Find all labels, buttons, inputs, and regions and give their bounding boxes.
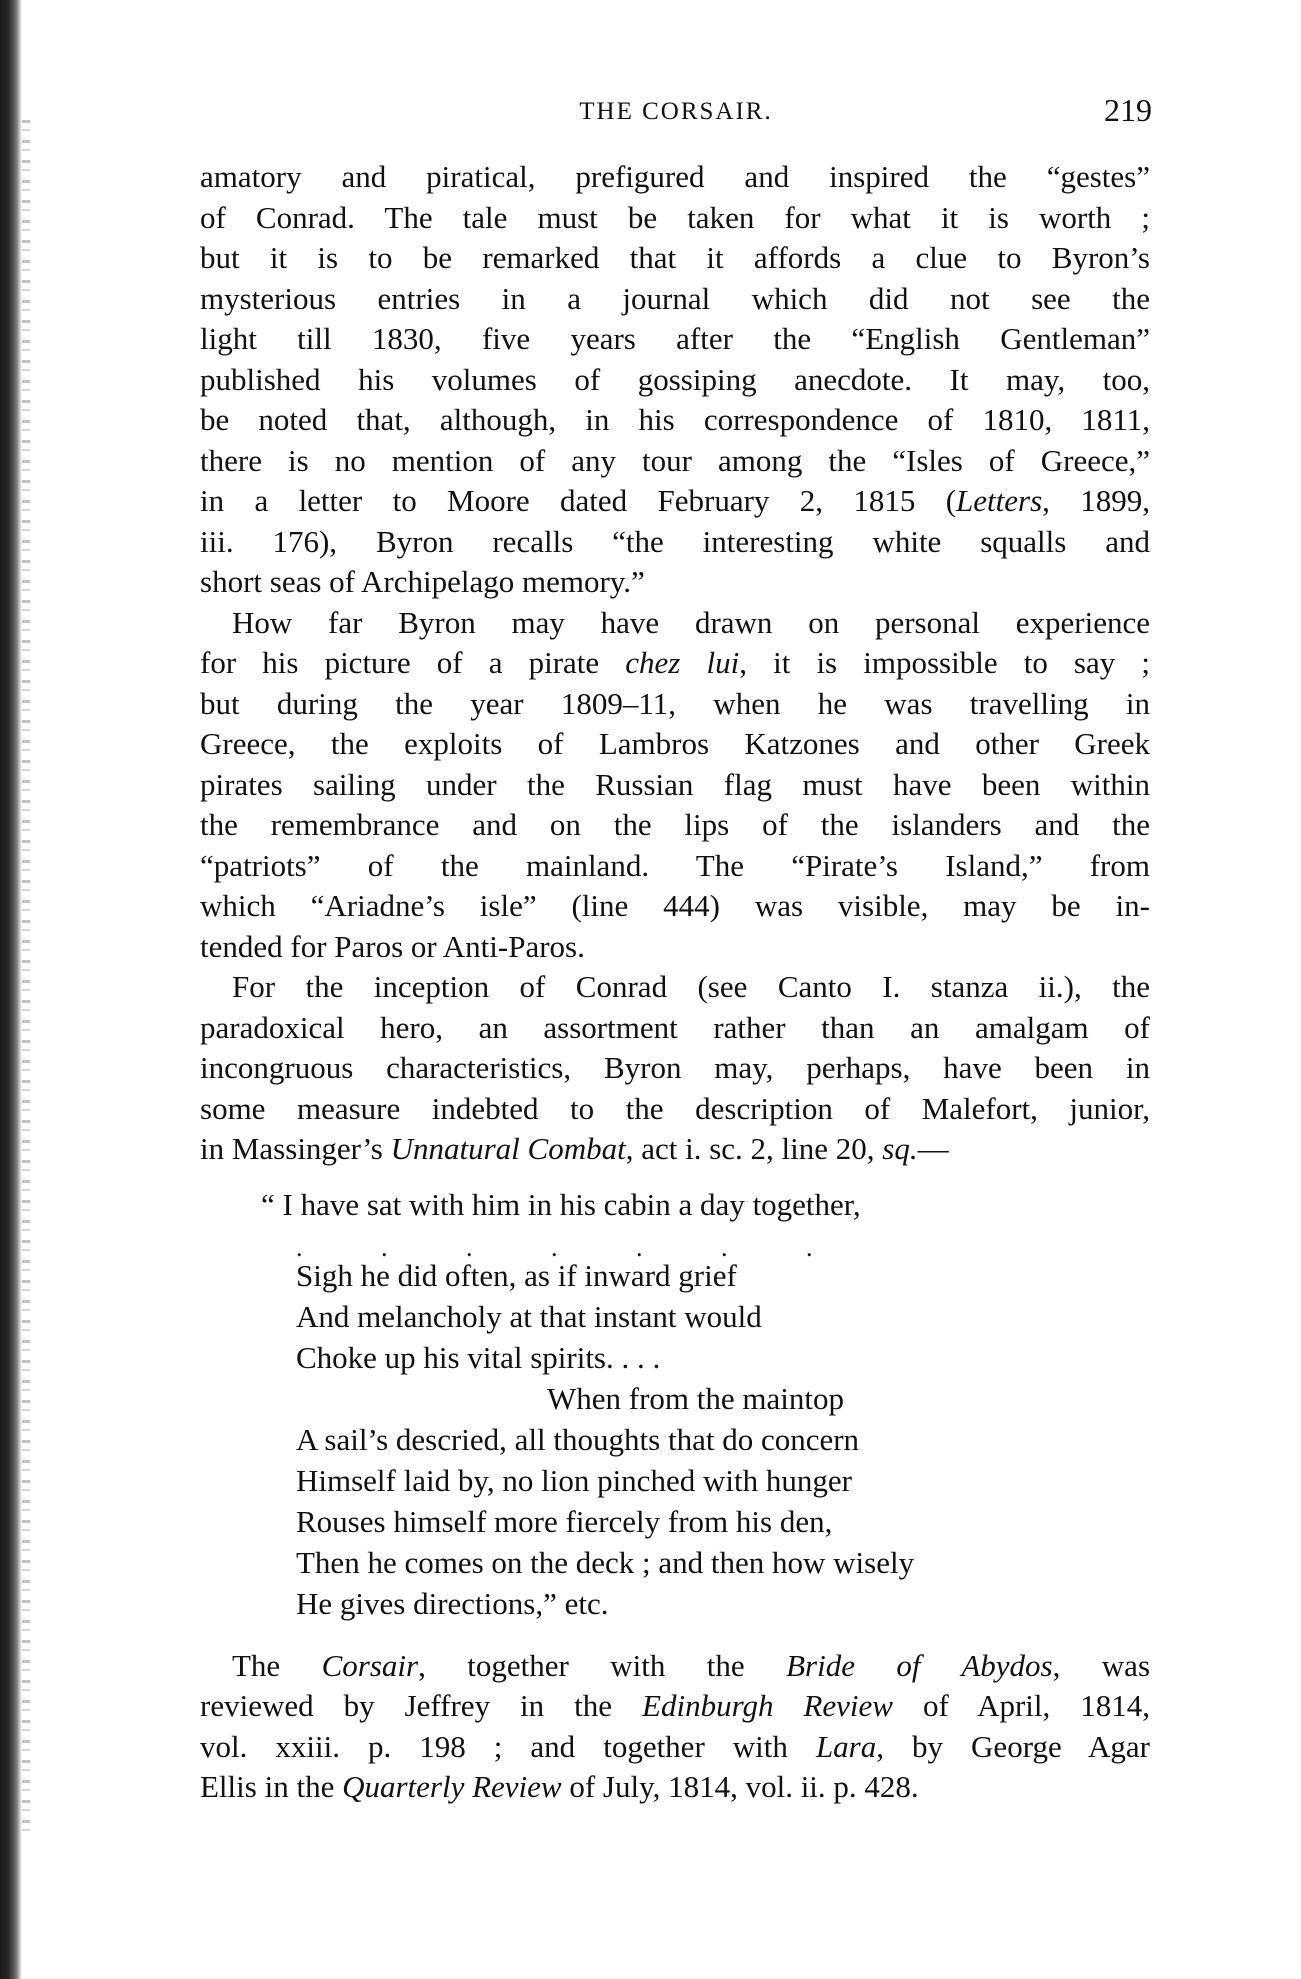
text-line: for his picture of a pirate chez lui, it is impossible to say ; xyxy=(200,645,1150,680)
text-line: Greece, the exploits of Lambros Katzones and other Greek xyxy=(200,726,1150,761)
text-line: “patriots” of the mainland. The “Pirate’s Island,” from xyxy=(200,847,1150,883)
text-line: amatory and piratical, prefigured and inspired the “gestes” xyxy=(200,159,1150,194)
italic-title: Quarterly Review xyxy=(342,1769,562,1804)
verse-line: Rouses himself more fiercely from his den, xyxy=(296,1503,833,1539)
text-line: of Conrad. The tale must be taken for what it is worth ; xyxy=(200,199,1150,235)
verse-line: Choke up his vital spirits. . . . xyxy=(296,1339,661,1375)
italic-title: Corsair xyxy=(321,1647,419,1683)
text-line: short seas of Archipelago memory.” xyxy=(200,564,645,599)
verse-line: Then he comes on the deck ; and then how wisely xyxy=(296,1544,915,1580)
text-line: light till 1830, five years after the “English Gentleman” xyxy=(200,321,1150,356)
text-line: reviewed by Jeffrey in the Edinburgh Review of April, 1814, xyxy=(200,1688,1151,1723)
book-binding-edge xyxy=(0,0,22,1979)
text-line: vol. xxiii. p. 198 ; and together with Lara, by George Agar xyxy=(200,1728,1150,1764)
text-line: For the inception of Conrad (see Canto I. stanza ii.), the xyxy=(232,969,1150,1004)
text-line: some measure indebted to the description of Malefort, junior, xyxy=(200,1090,1150,1126)
paragraph-1 xyxy=(200,157,1150,603)
text-line: but during the year 1809–11, when he was travelling in xyxy=(200,685,1150,721)
italic-phrase: chez lui xyxy=(625,645,740,680)
running-head: THE CORSAIR. xyxy=(579,98,773,125)
text-line: there is no mention of any tour among the “Isles of Greece,” xyxy=(200,442,1150,478)
ellipsis-dots: . . . . . . . xyxy=(296,1232,813,1262)
page-body xyxy=(200,157,1150,1808)
paragraph-3 xyxy=(200,967,1150,1170)
text-line: paradoxical hero, an assortment rather than an amalgam of xyxy=(200,1009,1150,1045)
text-line: published his volumes of gossiping anecdote. It may, too, xyxy=(200,361,1150,397)
text-line: incongruous characteristics, Byron may, perhaps, have been in xyxy=(200,1050,1150,1085)
text-line: iii. 176), Byron recalls “the interesting white squalls and xyxy=(200,523,1150,559)
italic-title: Letters xyxy=(956,483,1043,518)
verse-line: A sail’s descried, all thoughts that do concern xyxy=(296,1421,860,1457)
page-edge-shadow xyxy=(22,120,30,1840)
text-line: the remembrance and on the lips of the islanders and the xyxy=(200,807,1150,842)
page-number: 219 xyxy=(1104,92,1152,128)
text-line: The Corsair, together with the Bride of Abydos, was xyxy=(232,1647,1151,1683)
paragraph-2 xyxy=(200,603,1150,968)
italic-title: Edinburgh Review xyxy=(642,1688,893,1723)
paragraph-4 xyxy=(200,1646,1150,1808)
verse-line: Himself laid by, no lion pinched with hunger xyxy=(296,1462,852,1498)
text-line: in a letter to Moore dated February 2, 1815 (Letters, 1899, xyxy=(200,483,1151,518)
verse-line: When from the maintop xyxy=(547,1380,844,1416)
verse-line: And melancholy at that instant would xyxy=(296,1298,762,1334)
verse-quotation xyxy=(200,1184,1150,1624)
verse-line: Sigh he did often, as if inward grief xyxy=(296,1257,737,1293)
verse-line: He gives directions,” etc. xyxy=(296,1585,609,1621)
text-line: but it is to be remarked that it affords a clue to Byron’s xyxy=(200,240,1150,275)
text-line: tended for Paros or Anti-Paros. xyxy=(200,928,585,964)
text-line: which “Ariadne’s isle” (line 444) was visible, may be in- xyxy=(200,888,1150,923)
italic-title: Unnatural Combat xyxy=(390,1131,626,1166)
text-line: in Massinger’s Unnatural Combat, act i. sc. 2, line 20, sq.— xyxy=(200,1131,949,1166)
verse-line: “ I have sat with him in his cabin a day together, xyxy=(261,1186,861,1222)
italic-title: Bride of Abydos xyxy=(786,1647,1053,1683)
text-line: pirates sailing under the Russian flag must have been within xyxy=(200,766,1150,802)
italic-title: Lara xyxy=(815,1728,877,1764)
text-line: Ellis in the Quarterly Review of July, 1814, vol. ii. p. 428. xyxy=(200,1769,919,1804)
text-line: be noted that, although, in his correspondence of 1810, 1811, xyxy=(200,402,1150,437)
text-line: mysterious entries in a journal which did not see the xyxy=(200,280,1150,316)
page-header xyxy=(200,92,1152,132)
text-line: How far Byron may have drawn on personal experience xyxy=(232,604,1150,640)
